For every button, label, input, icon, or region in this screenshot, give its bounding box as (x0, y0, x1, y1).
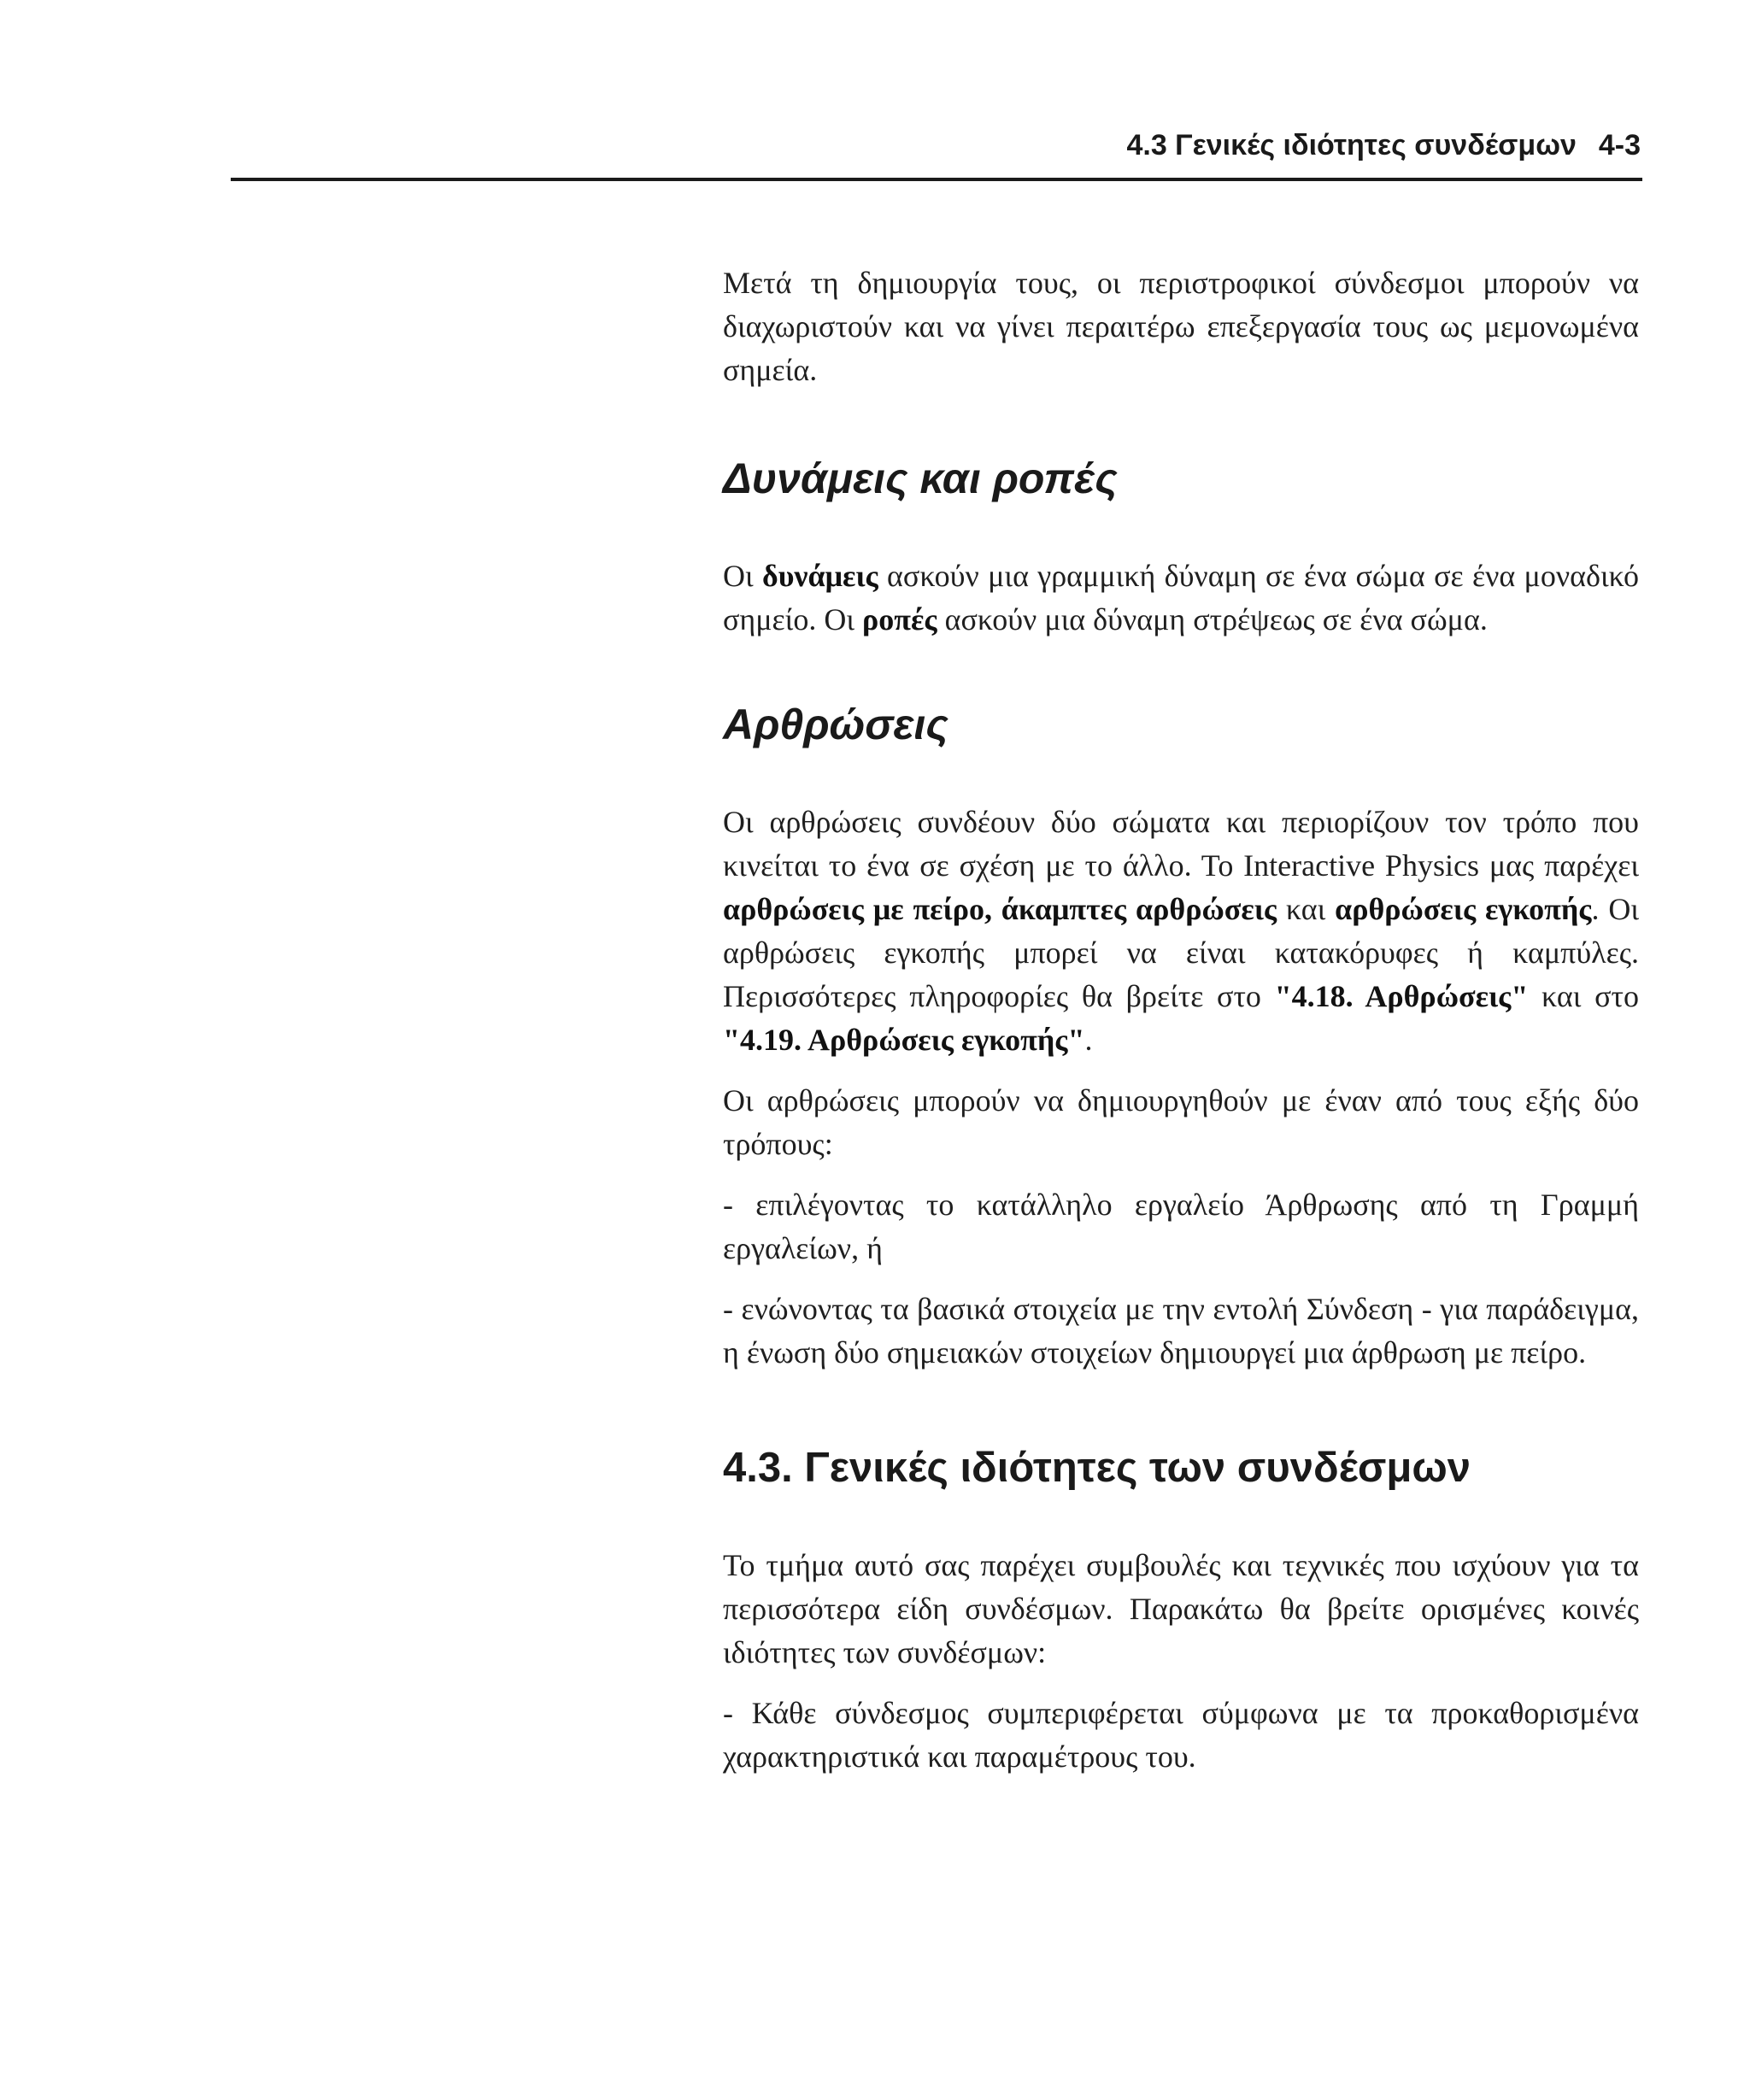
joints-paragraph-2: Οι αρθρώσεις μπορούν να δημιουργηθούν με έναν από τους εξής δύο τρόπους: (723, 1083, 1639, 1161)
header-rule (231, 178, 1642, 181)
joints-heading: Αρθρώσεις (723, 701, 948, 748)
slot-joints-term: αρθρώσεις εγκοπής (1335, 892, 1592, 926)
torques-term: ροπές (862, 602, 937, 636)
forces-term: δυνάμεις (762, 559, 878, 593)
joint-types-term: αρθρώσεις με πείρο, άκαμπτες αρθρώσεις (723, 892, 1277, 926)
running-header-title: 4.3 Γενικές ιδιότητες συνδέσμων (1126, 129, 1577, 161)
joints-text-5: . (1084, 1023, 1093, 1057)
section-heading: 4.3. Γενικές ιδιότητες των συνδέσμων (723, 1445, 1471, 1491)
forces-text-3: ασκούν μια δύναμη στρέψεως σε ένα σώμα. (937, 602, 1488, 636)
reference-joints: "4.18. Αρθρώσεις" (1274, 979, 1529, 1013)
joints-text-1: Οι αρθρώσεις συνδέουν δύο σώματα και περιορίζουν τον τρόπο που κινείται το ένα σε σχέση με το άλλο. Το Interactive Physics μας παρέχει (723, 805, 1639, 883)
joints-text-4: και στο (1528, 979, 1639, 1013)
forces-paragraph (723, 554, 1639, 642)
joints-text-2: και (1277, 892, 1336, 926)
reference-slot-joints: "4.19. Αρθρώσεις εγκοπής" (723, 1023, 1085, 1057)
forces-text-1: Οι (723, 559, 763, 593)
joints-list-item-1: - επιλέγοντας το κατάλληλο εργαλείο Άρθρωσης από τη Γραμμή εργαλείων, ή (723, 1188, 1639, 1265)
forces-text-2: ασκούν μια γραμμική δύναμη σε ένα σώμα σε ένα μοναδικό σημείο. Οι (723, 559, 1639, 636)
intro-paragraph: Μετά τη δημιουργία τους, οι περιστροφικοί σύνδεσμοι μπορούν να διαχωριστούν και να γίνει περαιτέρω επεξεργασία τους ως μεμονωμένα σημεία. (723, 266, 1639, 387)
running-header (0, 128, 1641, 162)
section-list-item-1: - Κάθε σύνδεσμος συμπεριφέρεται σύμφωνα με τα προκαθορισμένα χαρακτηριστικά και παραμέτρους του. (723, 1696, 1639, 1774)
joints-text-3: . Οι αρθρώσεις εγκοπής μπορεί να είναι κατακόρυφες ή καμπύλες. Περισσότερες πληροφορίες θα βρείτε στο (723, 892, 1639, 1013)
forces-heading: Δυνάμεις και ροπές (723, 455, 1118, 502)
section-paragraph-1: Το τμήμα αυτό σας παρέχει συμβουλές και τεχνικές που ισχύουν για τα περισσότερα είδη συνδέσμων. Παρακάτω θα βρείτε ορισμένες κοινές ιδιότητες των συνδέσμων: (723, 1548, 1639, 1669)
joints-list-item-2: - ενώνοντας τα βασικά στοιχεία με την εντολή Σύνδεση - για παράδειγμα, η ένωση δύο σημειακών στοιχείων δημιουργεί μια άρθρωση με πείρο. (723, 1292, 1639, 1370)
joints-paragraph-1 (723, 801, 1639, 1062)
page-number: 4-3 (1598, 129, 1641, 161)
main-text-column (723, 256, 1639, 1779)
